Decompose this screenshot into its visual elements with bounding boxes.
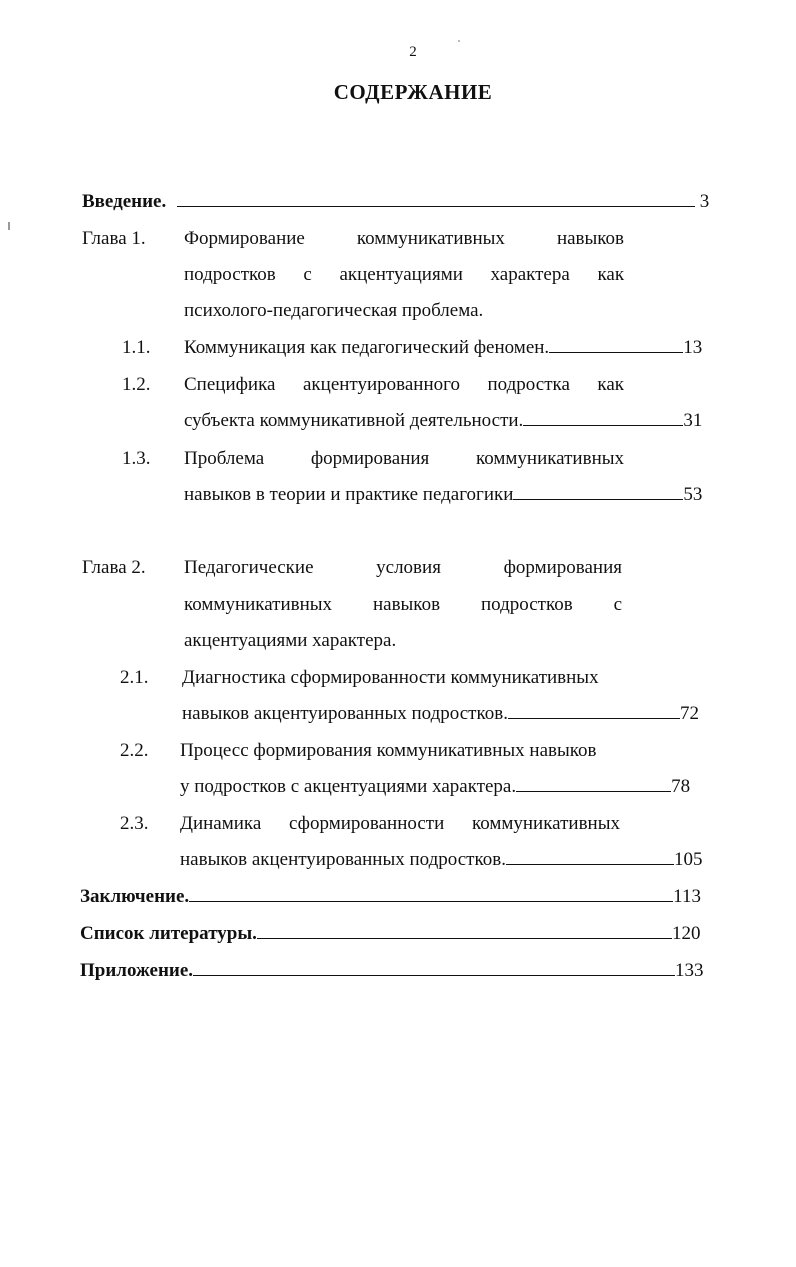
toc-leader-line xyxy=(549,334,683,353)
section-1-2-line1: Специфика акцентуированного подростка как xyxy=(184,374,625,395)
toc-leader-line xyxy=(508,700,680,719)
scan-speck xyxy=(458,40,460,42)
toc-leader-line xyxy=(513,481,683,500)
section-2-1-line2: навыков акцентуированных подростков. 72 xyxy=(182,700,727,728)
section-1-3-line1: Проблема формирования коммуникативных xyxy=(184,448,625,469)
section-2-1-line1: Диагностика сформированности коммуникативных xyxy=(182,667,599,688)
toc-leader-line xyxy=(523,407,683,426)
scan-mark xyxy=(8,222,10,230)
toc-leader-line xyxy=(193,957,675,976)
chapter1-label: Глава 1. xyxy=(82,228,146,249)
toc-leader-line xyxy=(189,883,673,902)
toc-leader-line xyxy=(506,846,674,865)
chapter1-title-line2: подростков с акцентуациями характера как xyxy=(184,264,625,285)
section-1-1: Коммуникация как педагогический феномен. 13 xyxy=(184,334,729,362)
section-1-3-line2: навыков в теории и практике педагогики 53 xyxy=(184,481,729,509)
chapter2-title-line1: Педагогические условия формирования xyxy=(184,557,623,578)
chapter1-title-line3: психолого-педагогическая проблема. xyxy=(184,300,484,321)
chapter2-title-line2: коммуникативных навыков подростков с xyxy=(184,594,623,615)
toc-intro-page: 3 xyxy=(699,191,710,212)
section-2-3-number: 2.3. xyxy=(120,813,149,834)
toc-references: Список литературы. 120 xyxy=(80,920,740,948)
section-2-3-line2: навыков акцентуированных подростков. 105 xyxy=(180,846,740,874)
section-2-2-line1: Процесс формирования коммуникативных навыков xyxy=(180,740,597,761)
page-number: 2 xyxy=(409,44,417,60)
section-2-3-line1: Динамика сформированности коммуникативных xyxy=(180,813,620,834)
section-2-2-line2: у подростков с акцентуациями характера. 78 xyxy=(180,773,725,801)
section-1-3-number: 1.3. xyxy=(122,448,151,469)
section-1-2-number: 1.2. xyxy=(122,374,151,395)
toc-appendix: Приложение. 133 xyxy=(80,957,740,985)
chapter1-title-line1: Формирование коммуникативных навыков xyxy=(184,228,625,249)
toc-intro xyxy=(82,188,722,216)
page-title: СОДЕРЖАНИЕ xyxy=(333,80,493,104)
section-2-2-number: 2.2. xyxy=(120,740,149,761)
section-1-2-line2: субъекта коммуникативной деятельности. 31 xyxy=(184,407,729,435)
toc-conclusion: Заключение. 113 xyxy=(80,883,740,911)
toc-leader-line xyxy=(257,920,672,939)
chapter2-title-line3: акцентуациями характера. xyxy=(184,630,397,651)
toc-intro-label: Введение. xyxy=(82,191,167,212)
section-1-1-number: 1.1. xyxy=(122,337,151,358)
toc-leader-line xyxy=(516,773,671,792)
toc-leader-line xyxy=(177,188,695,207)
chapter2-label: Глава 2. xyxy=(82,557,146,578)
section-2-1-number: 2.1. xyxy=(120,667,149,688)
